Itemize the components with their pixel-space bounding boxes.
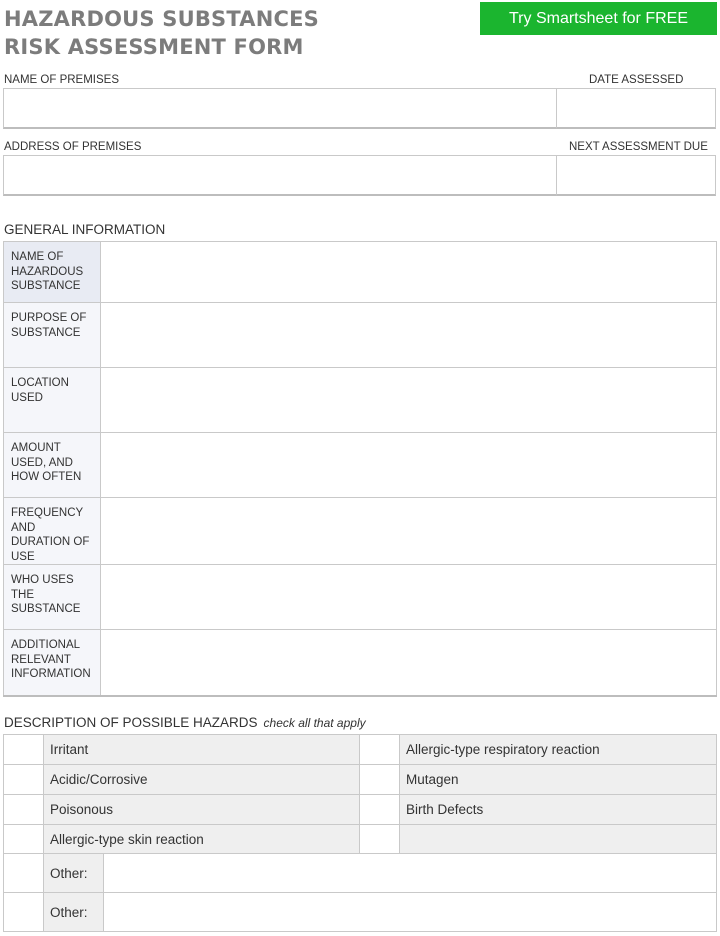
table-row [4,854,717,893]
table-row [4,368,717,433]
table-row [4,242,717,303]
table-row [4,433,717,498]
hazards-heading [4,715,366,730]
hazard-checkbox[interactable] [360,765,400,795]
other-label: Other: [44,893,104,932]
hazard-checkbox[interactable] [4,854,44,893]
hazard-checkbox[interactable] [360,825,400,854]
hazard-label: Allergic-type skin reaction [44,825,360,854]
hazard-label [400,825,717,854]
row-label: LOCATION USED [4,368,101,433]
general-information-table [3,241,717,697]
table-row [4,735,717,765]
hazard-label: Birth Defects [400,795,717,825]
hazard-label: Allergic-type respiratory reaction [400,735,717,765]
date-assessed-field[interactable] [556,88,716,129]
hazards-note: check all that apply [263,716,366,730]
other-hazard-field[interactable] [104,893,717,932]
address-of-premises-field[interactable] [3,155,558,196]
try-smartsheet-button[interactable]: Try Smartsheet for FREE [480,2,717,35]
amount-field[interactable] [101,433,717,498]
hazard-checkbox[interactable] [360,735,400,765]
hazard-checkbox[interactable] [360,795,400,825]
hazard-checkbox[interactable] [4,735,44,765]
table-row [4,825,717,854]
table-row [4,630,717,696]
row-label: WHO USES THE SUBSTANCE [4,565,101,630]
hazard-label: Irritant [44,735,360,765]
address-of-premises-label: ADDRESS OF PREMISES [4,141,142,153]
hazards-table [3,734,717,932]
other-label: Other: [44,854,104,893]
row-label: NAME OF HAZARDOUS SUBSTANCE [4,242,101,303]
hazard-label: Poisonous [44,795,360,825]
name-of-premises-field[interactable] [3,88,558,129]
row-label: ADDITIONAL RELEVANT INFORMATION [4,630,101,696]
table-row [4,893,717,932]
who-uses-field[interactable] [101,565,717,630]
hazard-label: Mutagen [400,765,717,795]
form-title [4,5,319,61]
table-row [4,498,717,565]
purpose-field[interactable] [101,303,717,368]
hazard-checkbox[interactable] [4,765,44,795]
hazard-checkbox[interactable] [4,795,44,825]
frequency-field[interactable] [101,498,717,565]
table-row [4,303,717,368]
substance-name-field[interactable] [101,242,717,303]
form-title-line1: HAZARDOUS SUBSTANCES [4,7,319,31]
hazard-label: Acidic/Corrosive [44,765,360,795]
next-assessment-due-field[interactable] [556,155,716,196]
row-label: AMOUNT USED, AND HOW OFTEN [4,433,101,498]
hazard-checkbox[interactable] [4,825,44,854]
row-label: PURPOSE OF SUBSTANCE [4,303,101,368]
hazard-checkbox[interactable] [4,893,44,932]
name-of-premises-label: NAME OF PREMISES [4,74,120,86]
row-label: FREQUENCY AND DURATION OF USE [4,498,101,565]
table-row [4,765,717,795]
hazards-heading-text: DESCRIPTION OF POSSIBLE HAZARDS [4,715,258,730]
table-row [4,795,717,825]
general-information-heading: GENERAL INFORMATION [4,222,166,237]
date-assessed-label: DATE ASSESSED [589,74,684,86]
table-row [4,565,717,630]
additional-info-field[interactable] [101,630,717,696]
next-assessment-due-label: NEXT ASSESSMENT DUE [569,141,708,153]
location-field[interactable] [101,368,717,433]
form-title-line2: RISK ASSESSMENT FORM [4,35,304,59]
other-hazard-field[interactable] [104,854,717,893]
